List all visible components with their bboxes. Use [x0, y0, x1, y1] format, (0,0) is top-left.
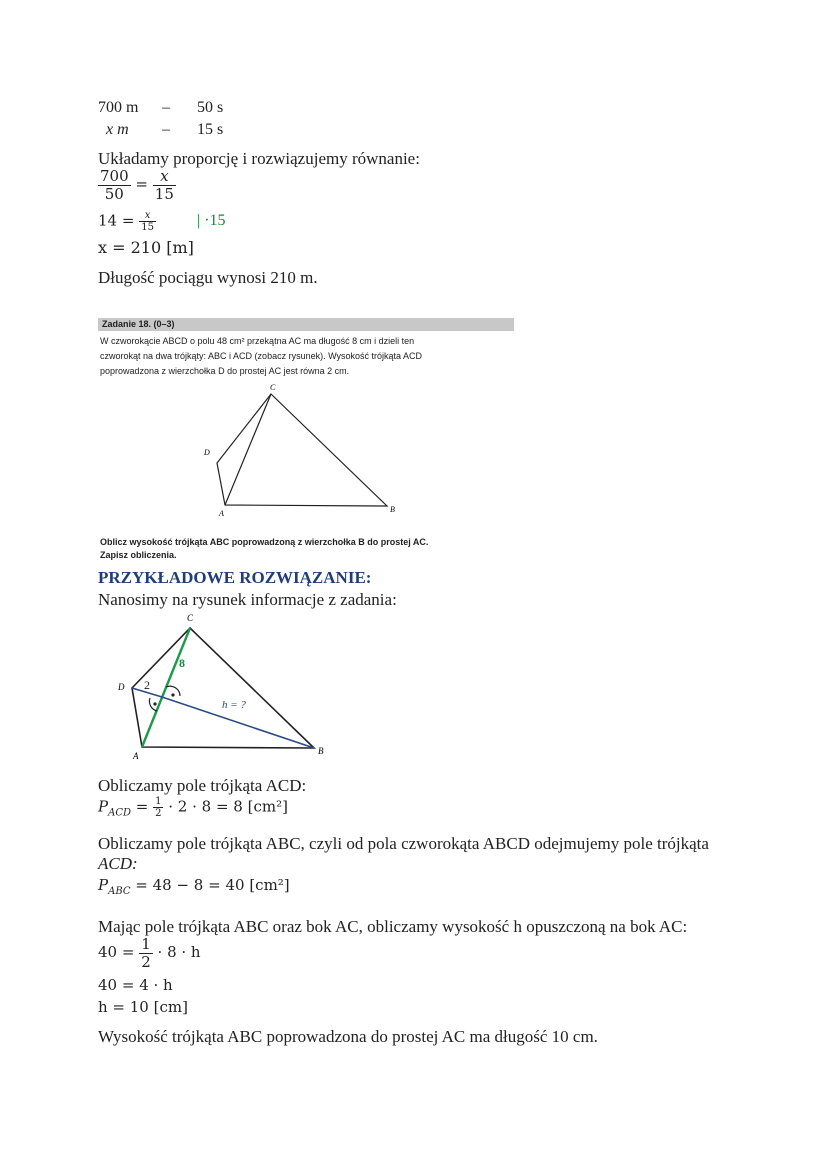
task-diagonal-ac — [225, 394, 271, 505]
step1-eq-sign: = — [130, 797, 154, 816]
right-angle-dot-upper — [171, 693, 174, 696]
step3-eq-rest: · 8 · h — [157, 943, 201, 961]
task-line-3: poprowadzona z wierzchołka D do prostej AC jest równa 2 cm. — [100, 366, 350, 376]
table-r2c2: – — [162, 121, 170, 138]
task-label-d: D — [204, 448, 210, 457]
solution-figure — [0, 608, 828, 768]
label-h-unknown: h = ? — [222, 699, 246, 711]
task-quadrilateral — [217, 394, 387, 506]
train-answer: Długość pociągu wynosi 210 m. — [98, 268, 318, 287]
setup-text: Układamy proporcję i rozwiązujemy równanie: — [98, 149, 420, 168]
step2-text-b: ACD: — [98, 854, 138, 873]
task-question-2: Zapisz obliczenia. — [100, 550, 177, 560]
table-r1c3: 50 s — [197, 99, 224, 116]
solution-label-b: B — [318, 746, 324, 756]
task-header: Zadanie 18. (0–3) — [98, 318, 514, 331]
step3-frac-num: 1 — [141, 935, 151, 953]
solution-label-c: C — [187, 613, 194, 623]
step3-equation-2: 40 = 4 · h — [98, 976, 173, 994]
step1-equation — [98, 796, 288, 819]
step3-eq-lhs: 40 = — [98, 943, 135, 961]
label-ac-length: 8 — [179, 656, 185, 670]
eq1-den1: 50 — [104, 184, 124, 203]
p-abc-sub: ABC — [108, 886, 131, 897]
solution-label-d: D — [118, 682, 125, 692]
label-d-height: 2 — [144, 678, 150, 692]
step3-text: Mając pole trójkąta ABC oraz bok AC, obliczamy wysokość h opuszczoną na bok AC: — [98, 917, 688, 936]
step1-frac-den: 2 — [155, 808, 162, 819]
task-label-c: C — [270, 383, 276, 392]
eq1-num1: 700 — [100, 167, 129, 185]
table-r2c1: x m — [106, 121, 129, 138]
task-figure — [0, 380, 828, 520]
equation-2 — [98, 210, 156, 233]
eq1-equals: = — [135, 175, 148, 193]
p-acd-symbol: P — [98, 797, 109, 816]
step3-equation — [98, 936, 201, 970]
eq2-num: x — [139, 210, 156, 222]
eq2-den: 15 — [141, 222, 154, 233]
step2-text-a: Obliczamy pole trójkąta ABC, czyli od pola czworokąta ABCD odejmujemy pole trójkąta — [98, 834, 709, 853]
task-label-a: A — [219, 509, 224, 518]
eq2-operation: | ·15 — [197, 212, 226, 229]
solution-heading: PRZYKŁADOWE ROZWIĄZANIE: — [98, 568, 372, 587]
solution-label-a: A — [133, 751, 139, 761]
equation-3: x = 210 [m] — [98, 238, 194, 257]
table-r2c3: 15 s — [197, 121, 224, 138]
step3-equation-3: h = 10 [cm] — [98, 998, 188, 1016]
right-angle-dot-lower — [153, 702, 156, 705]
eq1-num2: x — [153, 168, 176, 186]
p-acd-sub: ACD — [108, 807, 131, 819]
table-r1c2: – — [162, 99, 170, 116]
table-r1c1: 700 m — [98, 99, 139, 116]
step1-text: Obliczamy pole trójkąta ACD: — [98, 776, 307, 795]
task-question-1: Oblicz wysokość trójkąta ABC poprowadzoną z wierzchołka B do prostej AC. — [100, 537, 429, 547]
task-line-2: czworokąt na dwa trójkąty: ABC i ACD (zobacz rysunek). Wysokość trójkąta ACD — [100, 351, 423, 361]
step2-eq-rest: = 48 − 8 = 40 [cm²] — [130, 876, 290, 894]
step1-eq-rest: · 2 · 8 = 8 [cm²] — [168, 797, 288, 816]
solution-intro: Nanosimy na rysunek informacje z zadania: — [98, 590, 397, 609]
task-label-b: B — [390, 505, 395, 514]
eq2-lhs: 14 = — [98, 211, 135, 230]
step1-frac-num: 1 — [155, 796, 162, 807]
eq1-den2: 15 — [154, 184, 174, 203]
final-answer: Wysokość trójkąta ABC poprowadzona do prostej AC ma długość 10 cm. — [98, 1027, 598, 1046]
step2-equation — [98, 876, 290, 897]
p-abc-symbol: P — [98, 876, 109, 894]
step3-frac-den: 2 — [141, 952, 151, 971]
solution-quadrilateral — [132, 628, 314, 748]
task-line-1: W czworokącie ABCD o polu 48 cm² przekątna AC ma długość 8 cm i dzieli ten — [100, 336, 415, 346]
proportion-equation — [98, 168, 176, 202]
